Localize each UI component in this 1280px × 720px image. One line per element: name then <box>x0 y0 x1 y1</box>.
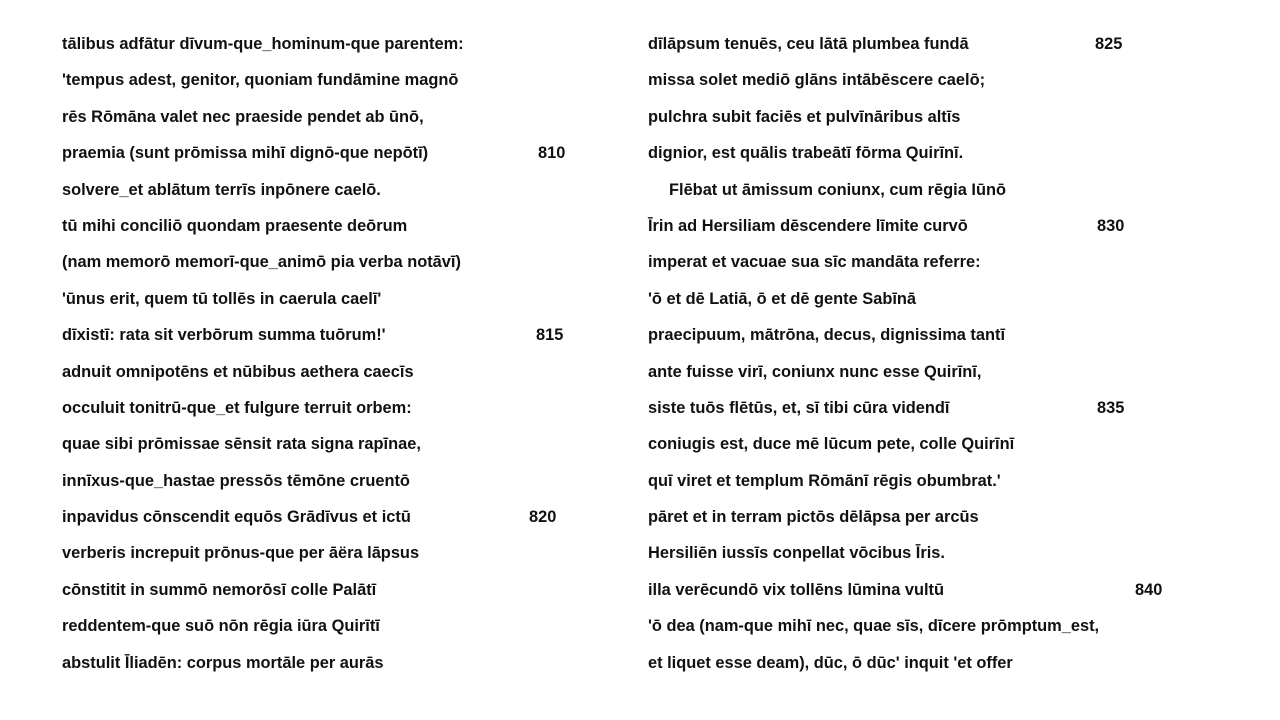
verse-line <box>648 430 1208 466</box>
verse-text: praecipuum, mātrōna, decus, dignissima tantī <box>648 326 1006 345</box>
verse-line <box>62 467 622 503</box>
verse-line <box>648 285 1208 321</box>
verse-line <box>62 576 622 612</box>
verse-line <box>62 539 622 575</box>
verse-text: pāret et in terram pictōs dēlāpsa per arcūs <box>648 508 979 527</box>
verse-text: illa verēcundō vix tollēns lūmina vultū <box>648 580 945 599</box>
verse-text: reddentem-que suō nōn rēgia iūra Quirītī <box>62 617 380 636</box>
verse-line <box>648 649 1208 685</box>
right-text-column <box>648 30 1208 685</box>
verse-line <box>62 30 622 66</box>
verse-text: praemia (sunt prōmissa mihī dignō-que nepōtī) <box>62 144 429 163</box>
line-number: 835 <box>1097 398 1125 417</box>
verse-line <box>648 139 1208 175</box>
verse-line <box>648 103 1208 139</box>
verse-text: missa solet mediō glāns intābēscere caelō; <box>648 71 986 90</box>
verse-text: Īrin ad Hersiliam dēscendere līmite curvō <box>648 216 968 235</box>
verse-text: tū mihi conciliō quondam praesente deōrum <box>62 216 408 235</box>
verse-text: solvere_et ablātum terrīs inpōnere caelō. <box>62 180 381 199</box>
verse-line <box>648 467 1208 503</box>
verse-text: et liquet esse deam), dūc, ō dūc' inquit 'et offer <box>648 653 1013 672</box>
verse-text: siste tuōs flētūs, et, sī tibi cūra videndī <box>648 398 950 417</box>
verse-text: cōnstitit in summō nemorōsī colle Palātī <box>62 580 377 599</box>
verse-line <box>648 503 1208 539</box>
line-number: 840 <box>1135 580 1163 599</box>
verse-line <box>62 394 622 430</box>
line-number: 815 <box>536 326 564 345</box>
verse-line <box>648 576 1208 612</box>
verse-line <box>62 503 622 539</box>
verse-text: coniugis est, duce mē lūcum pete, colle Quirīnī <box>648 435 1015 454</box>
verse-line <box>62 649 622 685</box>
verse-line <box>62 248 622 284</box>
verse-line <box>648 66 1208 102</box>
verse-text: quae sibi prōmissae sēnsit rata signa rapīnae, <box>62 435 421 454</box>
verse-text: 'ūnus erit, quem tū tollēs in caerula caelī' <box>62 289 382 308</box>
verse-text: occuluit tonitrū-que_et fulgure terruit orbem: <box>62 398 412 417</box>
verse-line <box>648 176 1208 212</box>
verse-text: dīlāpsum tenuēs, ceu lātā plumbea fundā <box>648 35 969 53</box>
verse-line <box>62 103 622 139</box>
line-number: 830 <box>1097 216 1125 235</box>
verse-text: inpavidus cōnscendit equōs Grādīvus et ictū <box>62 508 411 527</box>
verse-text: Flēbat ut āmissum coniunx, cum rēgia Iūnō <box>669 180 1006 199</box>
verse-text: adnuit omnipotēns et nūbibus aethera caecīs <box>62 362 414 381</box>
verse-text: pulchra subit faciēs et pulvīnāribus altīs <box>648 107 961 126</box>
verse-line <box>648 539 1208 575</box>
verse-text: tālibus adfātur dīvum-que_hominum-que parentem: <box>62 35 464 53</box>
verse-text: 'tempus adest, genitor, quoniam fundāmine magnō <box>62 71 459 90</box>
verse-line <box>62 430 622 466</box>
verse-text: dīxistī: rata sit verbōrum summa tuōrum!' <box>62 326 386 345</box>
verse-text: rēs Rōmāna valet nec praeside pendet ab ūnō, <box>62 107 424 126</box>
verse-line <box>648 212 1208 248</box>
verse-line <box>648 394 1208 430</box>
verse-line <box>62 612 622 648</box>
verse-line <box>62 358 622 394</box>
verse-line <box>62 176 622 212</box>
line-number: 825 <box>1095 35 1123 53</box>
verse-text: Hersiliēn iussīs conpellat vōcibus Īris. <box>648 544 945 563</box>
verse-text: dignior, est quālis trabeātī fōrma Quirīnī. <box>648 144 964 163</box>
verse-text: innīxus-que_hastae pressōs tēmōne cruentō <box>62 471 410 490</box>
verse-text: quī viret et templum Rōmānī rēgis obumbrat.' <box>648 471 1001 490</box>
verse-text: 'ō et dē Latiā, ō et dē gente Sabīnā <box>648 289 917 308</box>
verse-text: abstulit Īliadēn: corpus mortāle per aurās <box>62 653 384 672</box>
verse-line <box>62 139 622 175</box>
verse-text: (nam memorō memorī-que_animō pia verba notāvī) <box>62 253 461 272</box>
verse-line <box>62 212 622 248</box>
verse-line <box>648 30 1208 66</box>
verse-text: imperat et vacuae sua sīc mandāta referre: <box>648 253 981 272</box>
verse-line <box>648 612 1208 648</box>
verse-line <box>648 248 1208 284</box>
verse-text: 'ō dea (nam-que mihī nec, quae sīs, dīcere prōmptum_est, <box>648 617 1100 636</box>
verse-line <box>648 321 1208 357</box>
verse-text: verberis increpuit prōnus-que per āëra lāpsus <box>62 544 420 563</box>
line-number: 810 <box>538 144 566 163</box>
verse-line <box>62 321 622 357</box>
verse-line <box>648 358 1208 394</box>
verse-line <box>62 66 622 102</box>
verse-line <box>62 285 622 321</box>
verse-text: ante fuisse virī, coniunx nunc esse Quirīnī, <box>648 362 982 381</box>
line-number: 820 <box>529 508 557 527</box>
left-text-column <box>62 30 622 685</box>
